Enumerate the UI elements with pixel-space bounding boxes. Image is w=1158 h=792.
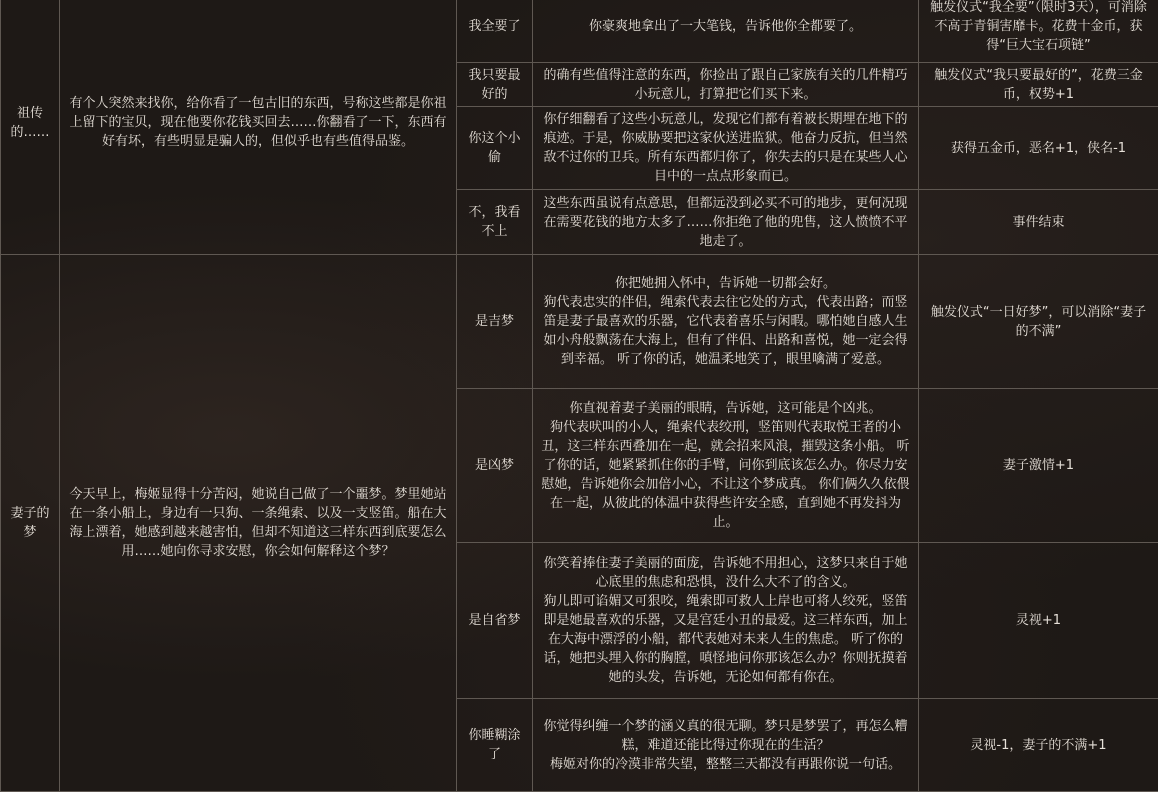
event-description: 今天早上，梅姬显得十分苦闷，她说自己做了一个噩梦。梦里她站在一条小船上，身边有一只狗、一条绳索、以及一支竖笛。船在大海上漂着，她感到越来越害怕，但却不知道这三样东西到底要怎么用……她向你寻求安慰，你会如何解释这个梦？ [69, 487, 447, 559]
option-effect-cell [919, 0, 1158, 63]
event-description-cell [60, 255, 457, 792]
option-label-cell [457, 543, 533, 699]
option-label: 你睡糊涂了 [468, 728, 521, 762]
option-effect-cell [919, 63, 1158, 107]
option-label-cell [457, 0, 533, 63]
option-result-cell [533, 107, 919, 190]
option-result-cell [533, 63, 919, 107]
option-result: 狗代表忠实的伴侣，绳索代表去往它处的方式，代表出路；而竖笛是妻子最喜欢的乐器，它代表着喜乐与闲暇。哪怕她自感人生如小舟般飘荡在大海上，但有了伴侣、出路和喜悦，她一定会得到幸福。 听了你的话，她温柔地笑了，眼里噙满了爱意。 [543, 295, 908, 367]
option-label: 是自省梦 [468, 613, 521, 628]
option-effect-cell [919, 389, 1158, 543]
option-label: 我全要了 [468, 19, 521, 34]
option-label: 是凶梦 [474, 458, 514, 473]
option-label-cell [457, 190, 533, 255]
option-result-cell [533, 0, 919, 63]
option-label-cell [457, 255, 533, 389]
option-effect: 事件结束 [1012, 214, 1065, 230]
option-result-cell [533, 190, 919, 255]
event-description-cell [60, 0, 457, 255]
option-label: 我只要最好的 [468, 67, 521, 102]
option-result: 狗代表吠叫的小人，绳索代表绞刑，竖笛则代表取悦王者的小丑，这三样东西叠加在一起，就会招来风浪，摧毁这条小船。 听了你的话，她紧紧抓住你的手臂，问你到底该怎么办。你尽力安慰她，告诉她你会加倍小心，不让这个梦成真。 你们俩久久依偎在一起，从彼此的体温中获得些许安全感，直到她不再发抖为止。 [541, 420, 910, 530]
option-result: 狗儿即可谄媚又可狠咬，绳索即可救人上岸也可将人绞死，竖笛即是她最喜欢的乐器，又是宫廷小丑的最爱。这三样东西，加上在大海中漂浮的小船，都代表她对未来人生的焦虑。 听了你的话，她把头埋入你的胸膛，嗔怪地问你那该怎么办？你则抚摸着她的头发，告诉她，无论如何都有你在。 [543, 594, 908, 685]
option-result: 你豪爽地拿出了一大笔钱，告诉他你全都要了。 [588, 19, 862, 34]
option-effect-cell [919, 543, 1158, 699]
event-name-cell [1, 255, 60, 792]
option-result-cell [533, 699, 919, 792]
option-label-cell [457, 699, 533, 792]
option-effect: 妻子激情+1 [1002, 458, 1075, 473]
event-name: 祖传的…… [10, 105, 50, 140]
event-name: 妻子的梦 [10, 506, 50, 540]
option-effect: 触发仪式“我全要”（限时3天），可消除不高于青铜害靡卡。花费十金币，获得“巨大宝石项链” [930, 0, 1147, 53]
option-label-cell [457, 107, 533, 190]
option-effect-cell [919, 699, 1158, 792]
option-result: 你直视着妻子美丽的眼睛，告诉她，这可能是个凶兆。 [569, 401, 882, 416]
option-effect: 获得五金币，恶名+1，侠名-1 [950, 140, 1127, 156]
option-effect: 灵视+1 [1015, 613, 1062, 628]
option-result-cell [533, 389, 919, 543]
option-result-cell [533, 255, 919, 389]
option-result: 你笑着捧住妻子美丽的面庞，告诉她不用担心，这梦只来自于她心底里的焦虑和恐惧，没什么大不了的含义。 [543, 556, 908, 590]
option-effect: 触发仪式“我只要最好的”，花费三金币，权势+1 [934, 67, 1143, 102]
event-description: 有个人突然来找你，给你看了一包古旧的东西，号称这些都是你祖上留下的宝贝，现在他要你花钱买回去……你翻看了一下，东西有好有坏，有些明显是骗人的，但似乎也有些值得品鉴。 [69, 96, 447, 149]
option-label: 你这个小偷 [468, 131, 521, 165]
table-row [1, 255, 1158, 389]
option-label: 不，我看不上 [468, 205, 521, 239]
option-label-cell [457, 389, 533, 543]
option-result: 你仔细翻看了这些小玩意儿，发现它们都有着被长期埋在地下的痕迹。于是，你威胁要把这家伙送进监狱。他奋力反抗，但当然敌不过你的卫兵。所有东西都归你了，你失去的只是在某些人心目中的一点点形象而已。 [543, 112, 908, 184]
table-row [1, 0, 1158, 63]
option-effect: 灵视-1，妻子的不满+1 [970, 737, 1107, 753]
option-effect-cell [919, 255, 1158, 389]
option-result: 的确有些值得注意的东西，你捡出了跟自己家族有关的几件精巧小玩意儿，打算把它们买下来。 [543, 67, 908, 102]
option-label: 是吉梦 [474, 314, 514, 329]
option-result: 你把她拥入怀中，告诉她一切都会好。 [614, 276, 836, 291]
option-effect-cell [919, 190, 1158, 255]
event-name-cell [1, 0, 60, 255]
option-result: 梅姬对你的冷漠非常失望，整整三天都没有再跟你说一句话。 [549, 756, 901, 772]
option-effect-cell [919, 107, 1158, 190]
option-result-cell [533, 543, 919, 699]
option-result: 这些东西虽说有点意思，但都远没到必买不可的地步，更何况现在需要花钱的地方太多了……你拒绝了他的兜售，这人愤愤不平地走了。 [543, 195, 908, 249]
option-result: 你觉得纠缠一个梦的涵义真的很无聊。梦只是梦罢了，再怎么糟糕，难道还能比得过你现在的生活？ [543, 718, 908, 753]
option-effect: 触发仪式“一日好梦”，可以消除“妻子的不满” [930, 304, 1147, 339]
option-label-cell [457, 63, 533, 107]
